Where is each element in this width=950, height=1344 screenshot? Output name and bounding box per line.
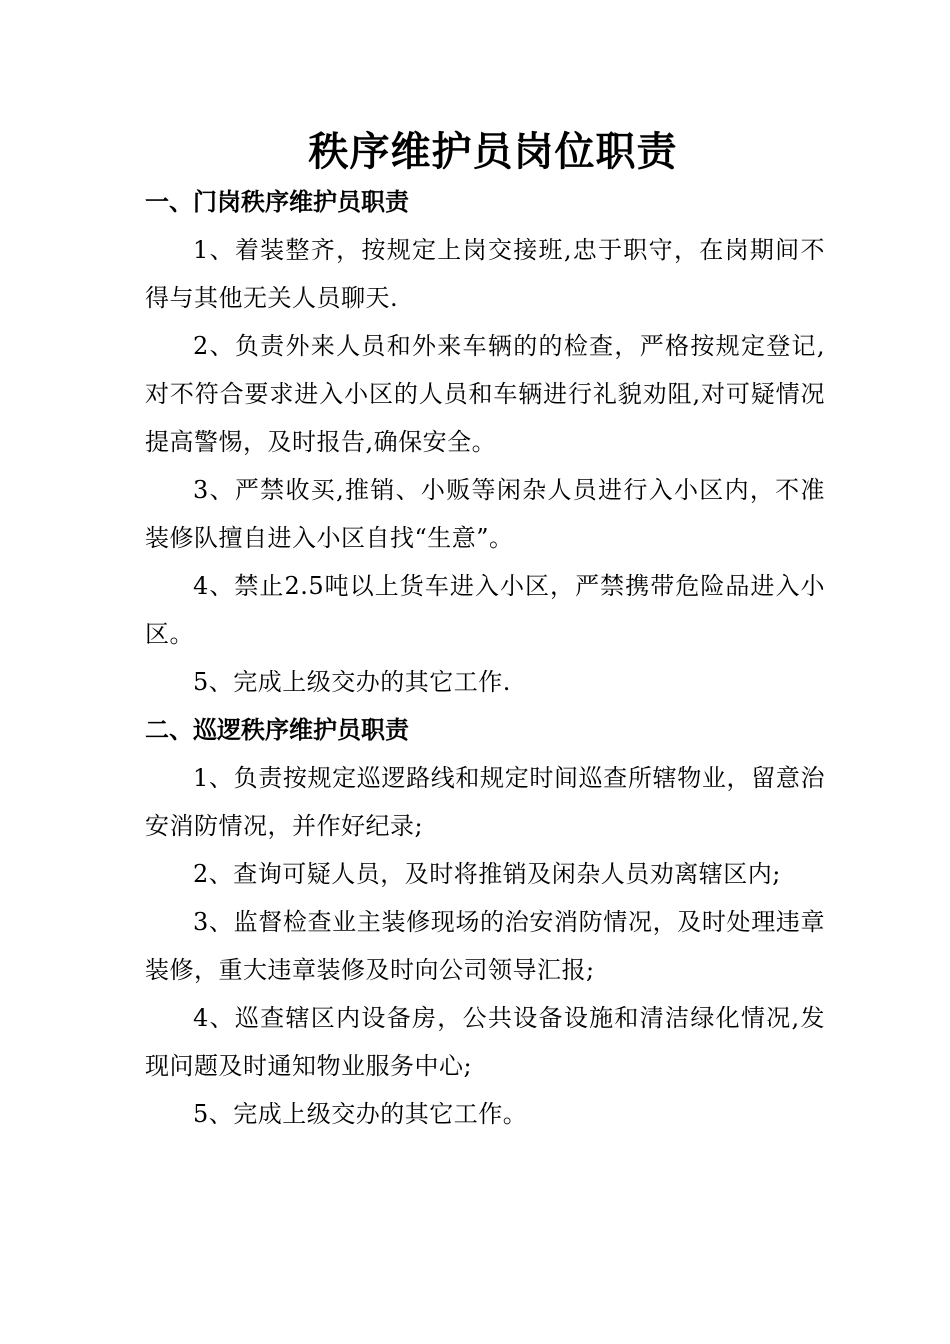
- duty-item: 1、负责按规定巡逻路线和规定时间巡查所辖物业，留意治安消防情况，并作好纪录;: [145, 764, 825, 840]
- section-gate-duties: [145, 178, 825, 706]
- section-heading: 二、巡逻秩序维护员职责: [145, 716, 409, 744]
- duty-item: 5、完成上级交办的其它工作.: [193, 668, 511, 696]
- duty-item: 5、完成上级交办的其它工作。: [193, 1100, 528, 1128]
- duty-item: 1、着装整齐，按规定上岗交接班,忠于职守，在岗期间不得与其他无关人员聊天.: [145, 236, 825, 312]
- section-patrol-duties: [145, 706, 825, 1138]
- duty-item: 3、监督检查业主装修现场的治安消防情况，及时处理违章装修，重大违章装修及时向公司领导汇报;: [145, 908, 825, 984]
- duty-item: 4、巡查辖区内设备房，公共设备设施和清洁绿化情况,发现问题及时通知物业服务中心;: [145, 1004, 825, 1080]
- duty-item: 2、负责外来人员和外来车辆的的检查，严格按规定登记,对不符合要求进入小区的人员和车辆进行礼貌劝阻,对可疑情况提高警惕，及时报告,确保安全。: [145, 332, 825, 456]
- duty-item: 3、严禁收买,推销、小贩等闲杂人员进行入小区内，不准装修队擅自进入小区自找“生意”。: [145, 476, 825, 552]
- document-body: [145, 178, 825, 1138]
- section-heading: 一、门岗秩序维护员职责: [145, 188, 409, 216]
- duty-item: 4、禁止2.5吨以上货车进入小区，严禁携带危险品进入小区。: [145, 572, 825, 648]
- duty-item: 2、查询可疑人员，及时将推销及闲杂人员劝离辖区内;: [193, 860, 781, 888]
- document-title: 秩序维护员岗位职责: [308, 128, 678, 175]
